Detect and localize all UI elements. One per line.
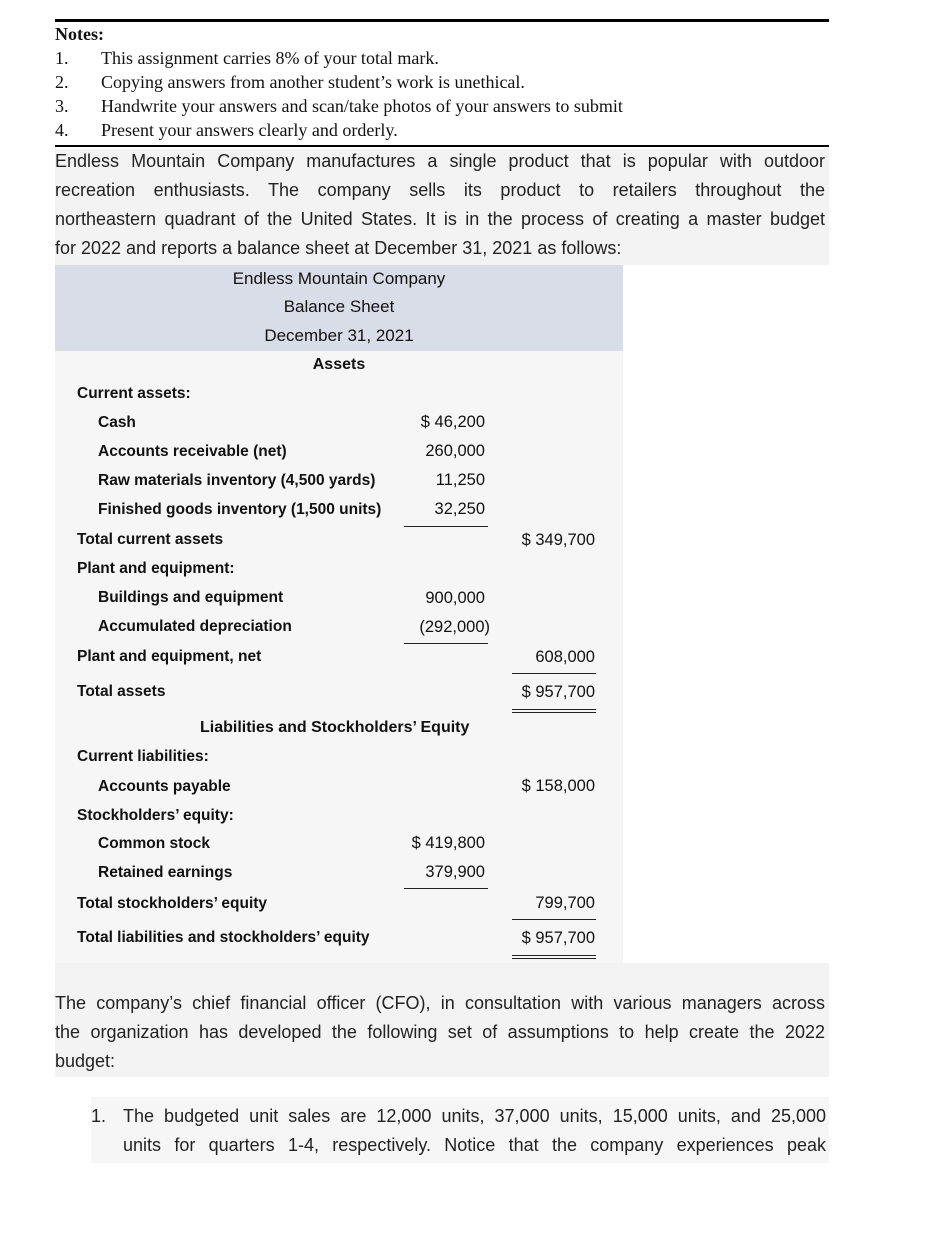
- common-stock-value: $ 419,800: [411, 834, 485, 852]
- ar-value: 260,000: [425, 442, 485, 460]
- depreciation-label: Accumulated depreciation: [98, 618, 292, 635]
- note-text: Present your answers clearly and orderly.: [101, 120, 398, 140]
- cash-value: $ 46,200: [420, 413, 485, 431]
- statement-title: Balance Sheet: [283, 297, 395, 316]
- assets-heading: Assets: [312, 356, 366, 373]
- notes-title: Notes:: [55, 24, 104, 44]
- total-equity-value: 799,700: [535, 894, 595, 912]
- note-text: Handwrite your answers and scan/take photos of your answers to submit: [101, 96, 623, 116]
- note-number: 2.: [55, 72, 69, 92]
- cash-label: Cash: [98, 414, 136, 431]
- current-liabilities-label: Current liabilities:: [77, 748, 209, 765]
- underline: [404, 888, 488, 889]
- retained-earnings-value: 379,900: [425, 863, 485, 881]
- intro-paragraph: [55, 149, 829, 265]
- intro-line: for 2022 and reports a balance sheet at December 31, 2021 as follows:: [55, 238, 622, 258]
- double-underline: [512, 709, 596, 710]
- company-name: Endless Mountain Company: [232, 269, 446, 288]
- raw-materials-value: 11,250: [435, 471, 485, 489]
- note-text: Copying answers from another student’s work is unethical.: [101, 72, 525, 92]
- intro-line: northeastern quadrant of the United States. It is in the process of creating a master budget: [55, 209, 825, 229]
- total-equity-label: Total stockholders’ equity: [77, 895, 268, 912]
- assumption-line: units for quarters 1-4, respectively. Notice that the company experiences peak: [123, 1135, 826, 1155]
- retained-earnings-label: Retained earnings: [98, 864, 233, 881]
- depreciation-value: (292,000): [419, 618, 490, 636]
- double-underline: [512, 958, 596, 959]
- total-liabilities-equity-label: Total liabilities and stockholders’ equity: [77, 929, 370, 946]
- statement-date: December 31, 2021: [264, 326, 414, 345]
- stockholders-equity-label: Stockholders’ equity:: [77, 807, 234, 824]
- intro-line: recreation enthusiasts. The company sells its product to retailers throughout the: [55, 180, 825, 200]
- cfo-paragraph: [55, 963, 829, 1077]
- finished-goods-value: 32,250: [434, 500, 485, 518]
- underline: [404, 526, 488, 527]
- top-rule: [55, 19, 829, 22]
- total-assets-label: Total assets: [77, 683, 166, 700]
- assumption-number: 1.: [91, 1106, 107, 1126]
- accounts-payable-label: Accounts payable: [98, 778, 231, 795]
- plant-equipment-label: Plant and equipment:: [77, 560, 235, 577]
- notes-divider: [55, 145, 829, 147]
- note-number: 4.: [55, 120, 69, 140]
- liabilities-heading: Liabilities and Stockholders’ Equity: [200, 719, 470, 736]
- note-number: 1.: [55, 48, 69, 68]
- double-underline: [512, 955, 596, 956]
- raw-materials-label: Raw materials inventory (4,500 yards): [98, 472, 376, 489]
- total-current-assets-value: $ 349,700: [521, 531, 595, 549]
- accounts-payable-value: $ 158,000: [521, 777, 595, 795]
- current-assets-label: Current assets:: [77, 385, 191, 402]
- cfo-line: the organization has developed the following set of assumptions to help create the 2022: [55, 1022, 825, 1042]
- buildings-label: Buildings and equipment: [98, 589, 284, 606]
- cfo-line: budget:: [55, 1051, 116, 1071]
- plant-net-label: Plant and equipment, net: [77, 648, 262, 665]
- ar-label: Accounts receivable (net): [98, 443, 287, 460]
- underline: [512, 919, 596, 920]
- total-liabilities-equity-value: $ 957,700: [521, 929, 595, 947]
- assumption-line: The budgeted unit sales are 12,000 units, 37,000 units, 15,000 units, and 25,000: [123, 1106, 826, 1126]
- intro-line: Endless Mountain Company manufactures a single product that is popular with outdoor: [55, 151, 825, 171]
- buildings-value: 900,000: [425, 589, 485, 607]
- double-underline: [512, 712, 596, 713]
- cfo-line: The company’s chief financial officer (CFO), in consultation with various managers across: [55, 993, 825, 1013]
- total-assets-value: $ 957,700: [521, 683, 595, 701]
- plant-net-value: 608,000: [535, 648, 595, 666]
- underline: [512, 673, 596, 674]
- underline: [404, 643, 488, 644]
- note-number: 3.: [55, 96, 69, 116]
- note-text: This assignment carries 8% of your total mark.: [101, 48, 439, 68]
- total-current-assets-label: Total current assets: [77, 531, 224, 548]
- common-stock-label: Common stock: [98, 835, 210, 852]
- finished-goods-label: Finished goods inventory (1,500 units): [98, 501, 382, 518]
